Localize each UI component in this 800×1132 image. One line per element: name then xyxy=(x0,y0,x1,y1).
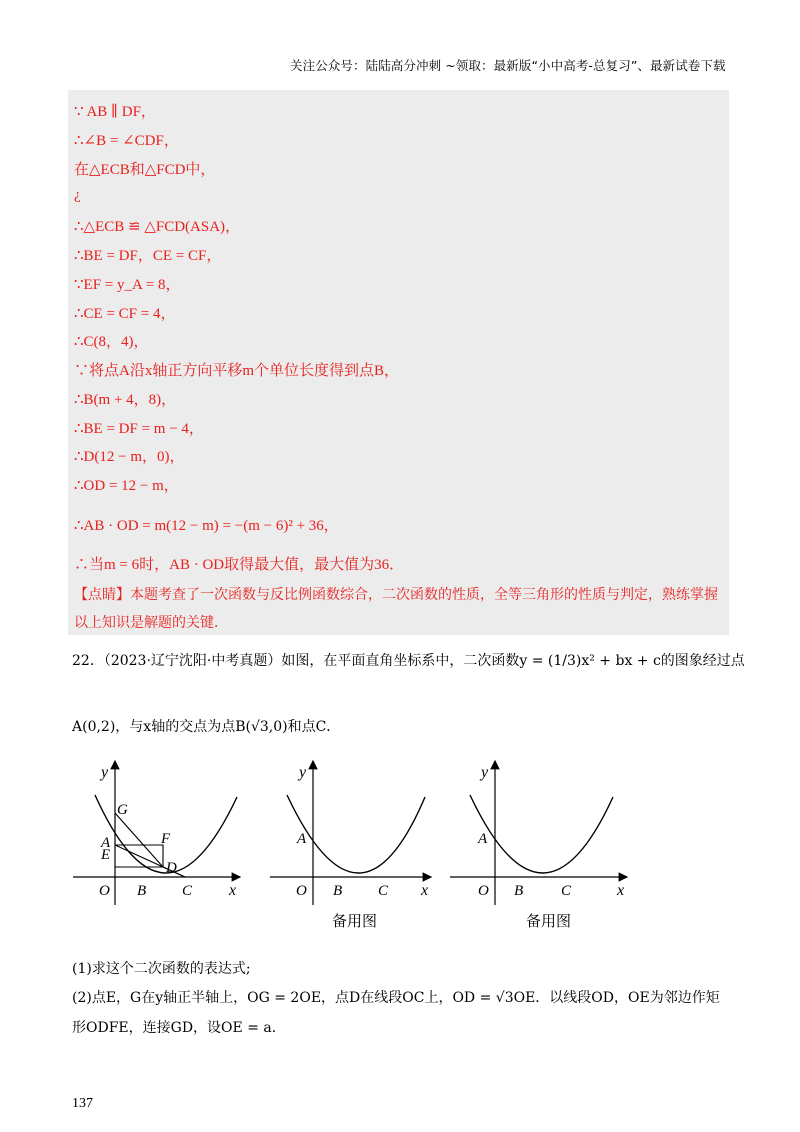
figure-main xyxy=(73,761,240,905)
solution-line: ∴CE = CF = 4， xyxy=(74,306,176,322)
problem-line: 22．（2023·辽宁沈阳·中考真题）如图，在平面直角坐标系中，二次函数y = (1/3)x² + bx + c的图象经过点 xyxy=(72,653,745,669)
comment-line: 以上知识是解题的关键． xyxy=(74,615,228,631)
solution-line: ∴当m = 6时，AB · OD取得最大值，最大值为36． xyxy=(74,557,405,573)
label-B: B xyxy=(514,883,524,899)
problem-line: A(0,2)，与x轴的交点为点B(√3,0)和点C． xyxy=(72,719,341,735)
label-B: B xyxy=(137,883,147,899)
solution-line: ∴OD = 12 − m， xyxy=(74,478,179,494)
page-number: 137 xyxy=(72,1096,93,1111)
solution-line: ∴D(12 − m，0)， xyxy=(74,449,185,465)
solution-line: ∴∠B = ∠CDF， xyxy=(74,133,179,149)
page-header: 关注公众号：陆陆高分冲刺 ~领取：最新版“小中高考-总复习”、最新试卷下载 xyxy=(290,58,726,73)
solution-line: ¿ xyxy=(74,187,81,203)
label-O: O xyxy=(296,883,307,899)
solution-block xyxy=(68,90,729,635)
solution-line: ∴B(m + 4，8)， xyxy=(74,392,177,408)
solution-line: 在△ECB和△FCD中， xyxy=(74,162,216,178)
figure-spare-2 xyxy=(450,761,627,905)
label-y: y xyxy=(101,764,109,781)
figure-spare-1 xyxy=(270,761,431,905)
solution-line: ∴BE = DF = m − 4， xyxy=(74,421,204,437)
solution-line: ∴△ECB ≌ △FCD(ASA)， xyxy=(74,219,241,235)
solution-line: ∴AB · OD = m(12 − m) = −(m − 6)² + 36， xyxy=(74,518,339,534)
label-x: x xyxy=(617,882,625,899)
label-O: O xyxy=(99,883,110,899)
label-D: D xyxy=(166,860,177,876)
label-A: A xyxy=(101,835,111,851)
label-C: C xyxy=(182,883,193,899)
label-A: A xyxy=(297,831,307,847)
label-y: y xyxy=(299,764,307,781)
label-G: G xyxy=(117,802,128,818)
label-C: C xyxy=(561,883,572,899)
question-2-line2: 形ODFE，连接GD，设OE = a． xyxy=(72,1020,286,1036)
label-y: y xyxy=(481,764,489,781)
label-B: B xyxy=(333,883,343,899)
caption-spare-1: 备用图 xyxy=(332,912,378,930)
label-x: x xyxy=(421,882,429,899)
solution-line: ∵EF = y_A = 8， xyxy=(74,277,181,293)
label-A: A xyxy=(478,831,488,847)
label-F: F xyxy=(161,831,171,847)
comment-line: 【点睛】本题考查了一次函数与反比例函数综合，二次函数的性质，全等三角形的性质与判定，熟练掌握 xyxy=(74,587,718,603)
solution-line: ∵ AB ∥ DF， xyxy=(74,104,156,120)
label-x: x xyxy=(229,882,237,899)
figures xyxy=(65,755,645,935)
label-E: E xyxy=(101,847,111,863)
solution-line: ∵将点A沿x轴正方向平移m个单位长度得到点B， xyxy=(74,363,400,379)
question-2-line1: (2)点E，G在y轴正半轴上，OG = 2OE，点D在线段OC上，OD = √3OE．以线段OD，OE为邻边作矩 xyxy=(72,990,720,1006)
question-1: (1)求这个二次函数的表达式; xyxy=(72,961,251,977)
solution-line: ∴BE = DF，CE = CF， xyxy=(74,248,222,264)
label-O: O xyxy=(478,883,489,899)
caption-spare-2: 备用图 xyxy=(526,912,572,930)
label-C: C xyxy=(378,883,389,899)
solution-line: ∴C(8，4)， xyxy=(74,334,149,350)
